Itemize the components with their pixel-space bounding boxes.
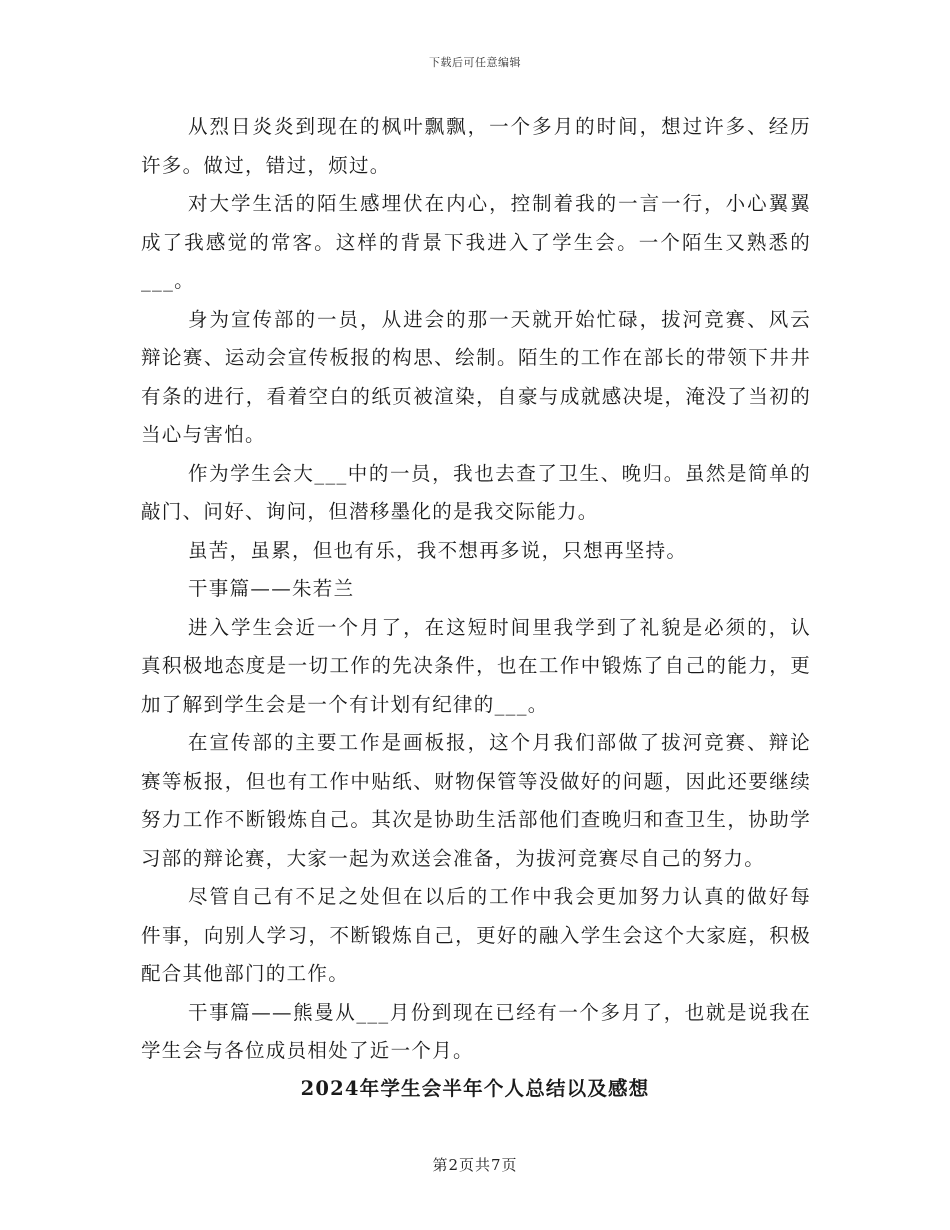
paragraph: 尽管自己有不足之处但在以后的工作中我会更加努力认真的做好每件事，向别人学习，不断锻炼自己，更好的融入学生会这个大家庭，积极配合其他部门的工作。 [141,885,811,985]
paragraph: 在宣传部的主要工作是画板报，这个月我们部做了拔河竞赛、辩论赛等板报，但也有工作中贴纸、财物保管等没做好的问题，因此还要继续努力工作不断锻炼自己。其次是协助生活部他们查晚归和查卫生，协助学习部的辩论赛，大家一起为欢送会准备，为拔河竞赛尽自己的努力。 [141,731,811,870]
paragraph: 从烈日炎炎到现在的枫叶飘飘，一个多月的时间，想过许多、经历许多。做过，错过，烦过。 [141,115,811,177]
page-header: 下载后可任意编辑 [429,56,521,69]
paragraph: 对大学生活的陌生感埋伏在内心，控制着我的一言一行，小心翼翼成了我感觉的常客。这样的背景下我进入了学生会。一个陌生又熟悉的___。 [141,192,811,292]
paragraph: 身为宣传部的一员，从进会的那一天就开始忙碌，拔河竞赛、风云辩论赛、运动会宣传板报的构思、绘制。陌生的工作在部长的带领下井井有条的进行，看着空白的纸页被渲染，自豪与成就感决堤，淹没了当初的当心与害怕。 [141,307,811,446]
paragraph: 虽苦，虽累，但也有乐，我不想再多说，只想再坚持。 [188,538,688,562]
paragraph: 干事篇——熊曼从___月份到现在已经有一个多月了，也就是说我在学生会与各位成员相处了近一个月。 [141,1000,811,1062]
page-number: 第2页共7页 [432,1156,518,1174]
paragraph: 作为学生会大___中的一员，我也去查了卫生、晚归。虽然是简单的敲门、问好、询问，但潜移墨化的是我交际能力。 [141,461,811,523]
section-heading: 干事篇——朱若兰 [188,577,355,600]
document-body [141,108,811,1071]
paragraph: 进入学生会近一个月了，在这短时间里我学到了礼貌是必须的，认真积极地态度是一切工作的先决条件，也在工作中锻炼了自己的能力，更加了解到学生会是一个有计划有纪律的___。 [141,615,811,716]
document-title: 2024年学生会半年个人总结以及感想 [300,1077,650,1100]
